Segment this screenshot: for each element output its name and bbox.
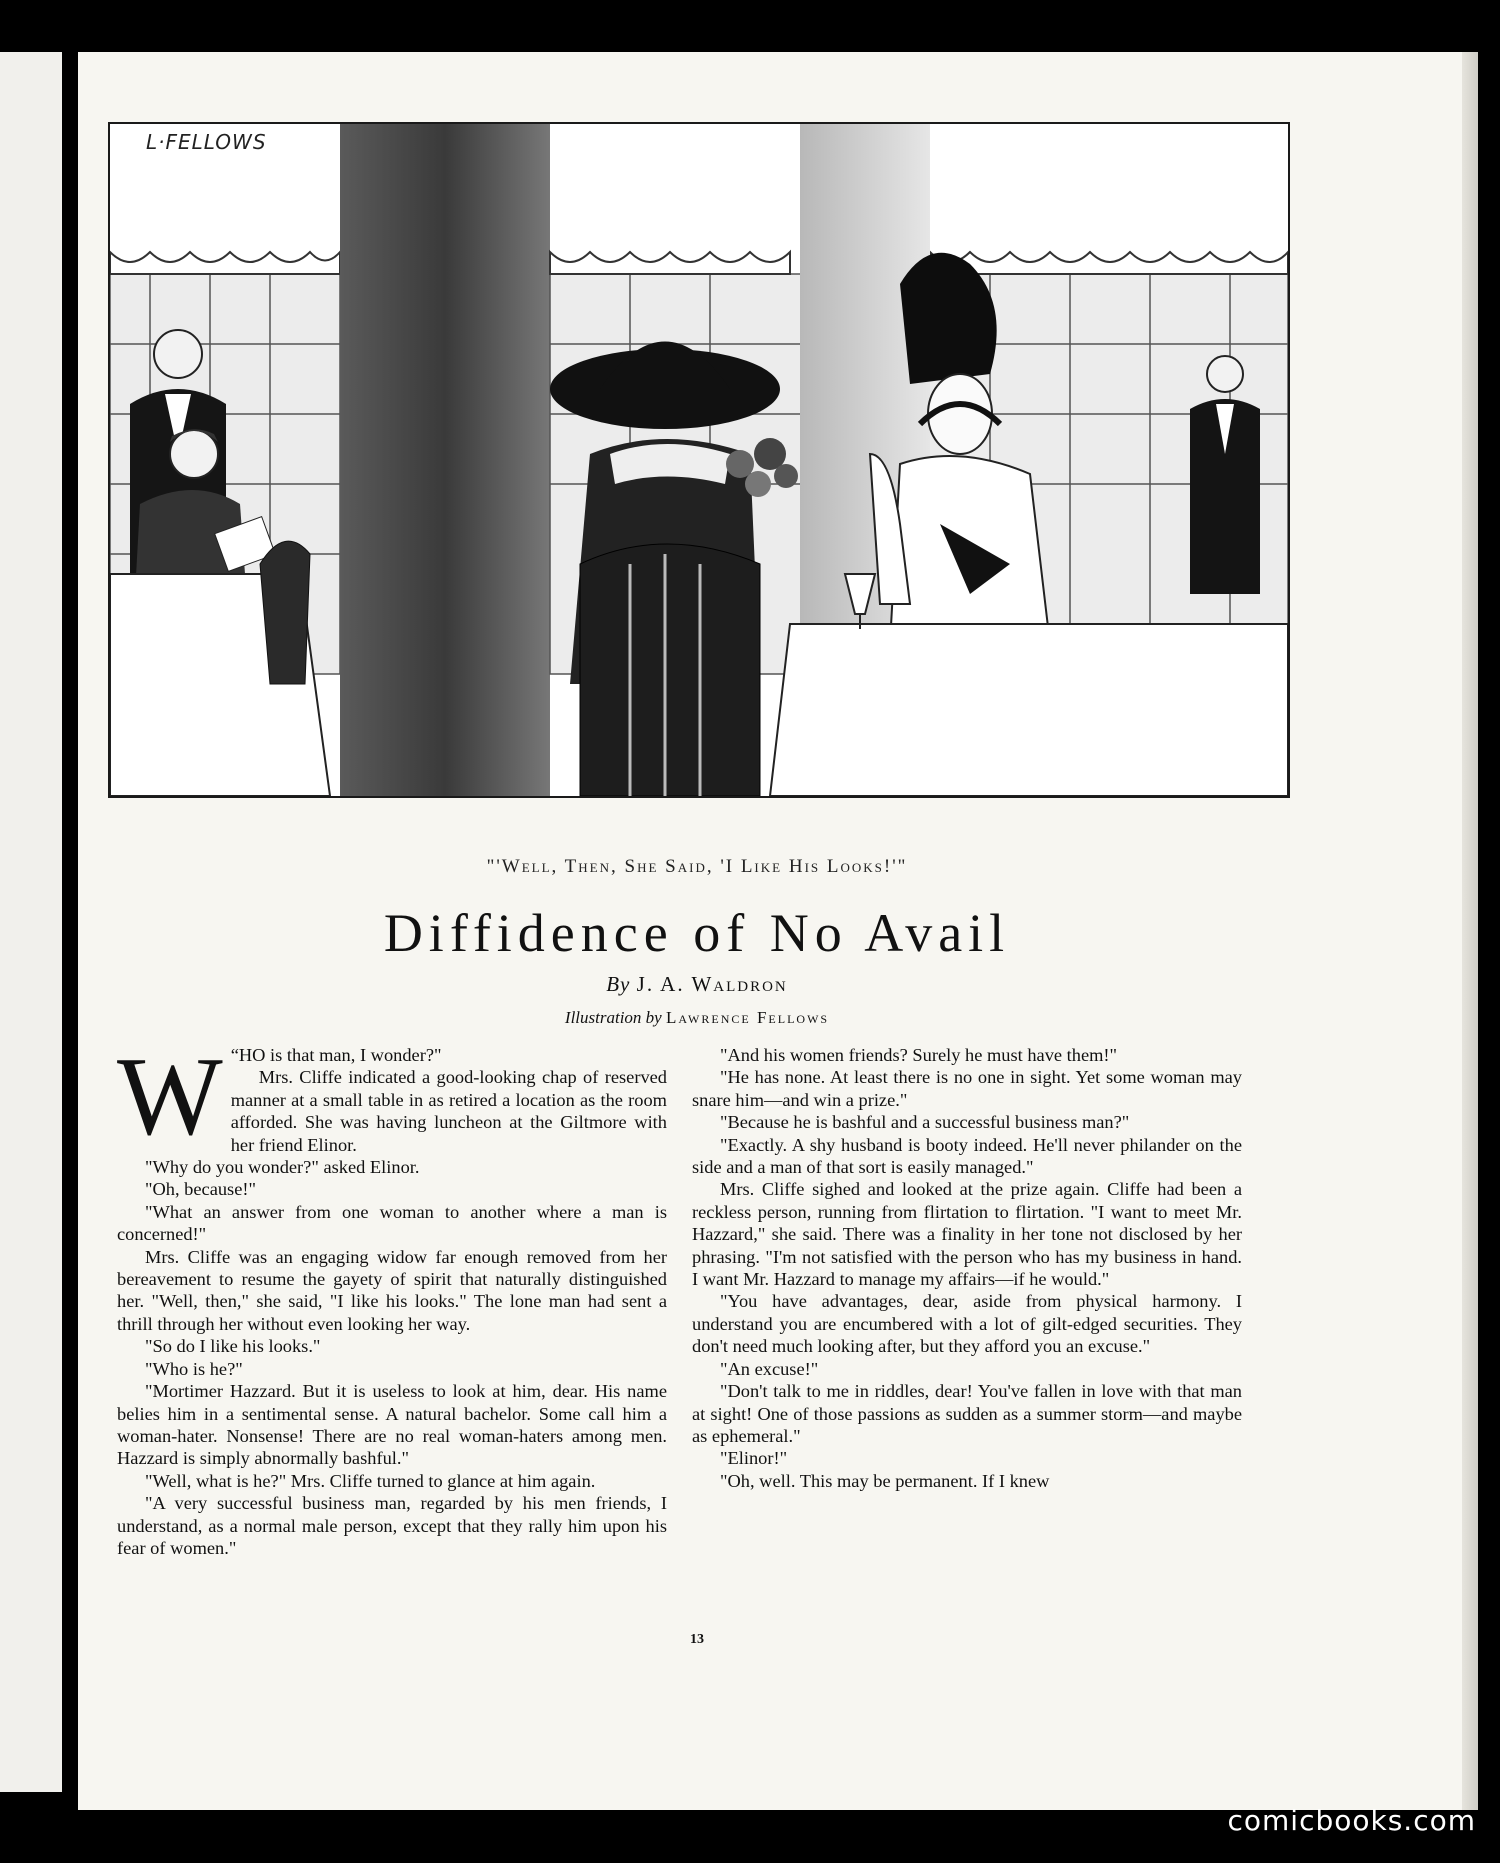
illustrator-name: Lawrence Fellows [665, 1008, 830, 1027]
paragraph: "Because he is bashful and a successful business man?" [720, 1112, 1130, 1133]
paragraph: Mrs. Cliffe was an engaging widow far enough removed from her bereavement to resume the gayety of spirit that naturally distinguished her. "Well, then," she said, "I like his looks." The lone man had sent a thrill through her without even looking her way. [117, 1246, 667, 1334]
paragraph: "Exactly. A shy husband is booty indeed. He'll never philander on the side and a man of that sort is easily managed." [692, 1134, 1242, 1178]
paragraph-text: HO is that man, I wonder?" [238, 1045, 442, 1065]
paragraph: "Oh, because!" [145, 1179, 257, 1200]
article-column-left [117, 1035, 667, 1559]
paragraph: "Oh, well. This may be permanent. If I knew [720, 1470, 1050, 1491]
awning-left [110, 252, 340, 274]
paragraph: "Who is he?" [145, 1358, 243, 1379]
byline [108, 972, 1286, 997]
awning-right [550, 252, 790, 274]
page-number: 13 [690, 1632, 704, 1647]
paragraph: "You have advantages, dear, aside from physical harmony. I understand you are encumbered with a lot of gilt-edged securities. They don't need much looking after, but they afford you an excuse." [692, 1291, 1242, 1357]
paragraph: "And his women friends? Surely he must have them!" [720, 1045, 1118, 1065]
paragraph: "Elinor!" [720, 1448, 788, 1469]
credit-label: Illustration by [564, 1008, 662, 1027]
awning-far-right [930, 252, 1288, 274]
illustration-credit [108, 1008, 1286, 1028]
illustration-drawing [110, 124, 1288, 796]
artist-signature: L·FELLOWS [146, 130, 267, 154]
site-watermark: comicbooks.com [1227, 1804, 1476, 1837]
author-name: J. A. Waldron [636, 972, 788, 996]
paragraph: "So do I like his looks." [145, 1336, 321, 1357]
paragraph: "Don't talk to me in riddles, dear! You've fallen in love with that man at sight! One of those passions as sudden as a summer storm—and maybe as ephemeral." [692, 1381, 1242, 1446]
paragraph: "An excuse!" [720, 1358, 819, 1379]
byline-prefix: By [606, 972, 631, 996]
drop-cap: W [117, 1035, 223, 1159]
page-gutter-shadow [1462, 52, 1478, 1810]
facing-page-edge [0, 52, 62, 1792]
paragraph: "Well, what is he?" Mrs. Cliffe turned to glance at him again. [145, 1470, 596, 1491]
paragraph: "He has none. At least there is no one in sight. Yet some woman may snare him—and win a prize." [692, 1067, 1242, 1110]
table-right [770, 624, 1288, 796]
paragraph: "A very successful business man, regarded by his men friends, I understand, as a normal male person, except that they rally him upon his fear of women." [117, 1493, 667, 1558]
chair-back-woman [580, 544, 760, 796]
article-column-right [692, 1044, 1242, 1492]
paragraph: "Why do you wonder?" asked Elinor. [145, 1157, 420, 1178]
illustration-caption: "'Well, Then, She Said, 'I Like His Looks!'" [486, 856, 908, 877]
paragraph: Mrs. Cliffe indicated a good-looking chap of reserved manner at a small table in as retired a location as the room afforded. She was having luncheon at the Giltmore with her friend Elinor. [230, 1067, 667, 1155]
dark-pillar [340, 124, 550, 796]
opening-quote: “ [230, 1045, 239, 1065]
paragraph: Mrs. Cliffe sighed and looked at the prize again. Cliffe had been a reckless person, running from flirtation to flirtation. "I want to meet Mr. Hazzard," she said. There was a finality in her tone not disclosed by her phrasing. "I'm not satisfied with the person who has my business in hand. I want Mr. Hazzard to manage my affairs—if he would." [692, 1179, 1242, 1290]
paragraph: "Mortimer Hazzard. But it is useless to look at him, dear. His name belies him in a sentimental sense. A natural bachelor. Some call him a woman-hater. Nonsense! There are no real woman-haters among men. Hazzard is simply abnormally bashful." [117, 1381, 667, 1469]
restaurant-scene-illustration [108, 122, 1290, 798]
article-title: Diffidence of No Avail [383, 903, 1011, 963]
paragraph: "What an answer from one woman to another where a man is concerned!" [117, 1201, 667, 1245]
